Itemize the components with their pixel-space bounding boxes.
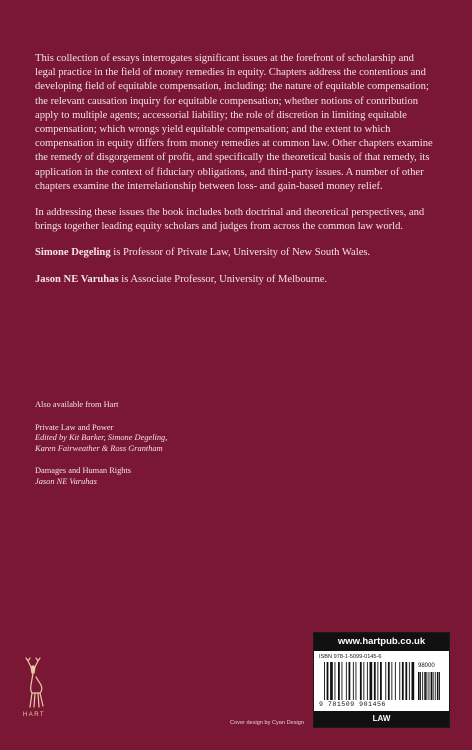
related-book-author: Jason NE Varuhas <box>35 476 97 486</box>
also-available <box>35 400 335 500</box>
publisher-url[interactable]: www.hartpub.co.uk <box>314 633 449 651</box>
editor-name: Jason NE Varuhas <box>35 273 119 285</box>
publisher-logo-text: HART <box>22 712 46 718</box>
barcode-icon <box>324 662 442 702</box>
blurb-paragraph-2: In addressing these issues the book includes both doctrinal and theoretical perspectives, and brings together leading equity scholars and judges from across the common law world. <box>35 207 425 233</box>
related-book-title: Damages and Human Rights <box>35 466 132 476</box>
cover-design-credit: Cover design by Cyan Design <box>230 720 304 726</box>
barcode-addon-number: 98000 <box>418 663 435 669</box>
category-label: LAW <box>314 711 449 727</box>
editor-bio-1 <box>35 246 435 260</box>
related-book-editors: Edited by Kit Barker, Simone Degeling, <box>35 433 168 443</box>
blurb-paragraph-1: This collection of essays interrogates significant issues at the forefront of scholarship and legal practice in the field of money remedies in equity. Chapters address the contentious and developing field of equitable compensation, including: the nature of equitable compensation; the relevant causation inquiry for equitable compensation; whether notions of contribution apply to multiple agents; accessorial liability; the role of discretion in limiting equitable compensation; which wrongs yield equitable compensation; and the extent to which compensation in equity differs from money remedies at common law. Other chapters examine the remedy of disgorgement of profit, and specifically the theoretical basis of that remedy, its application in the context of fiduciary obligations, and third-party issues. A number of other chapters examine the interrelationship between loss- and gain-based money relief. <box>35 53 433 192</box>
editor-bio-2 <box>35 273 435 287</box>
related-book-2 <box>35 466 335 487</box>
editor-name: Simone Degeling <box>35 247 111 259</box>
barcode-digits: 9 781509 901456 <box>319 701 386 708</box>
blurb <box>35 52 435 299</box>
editor-description: is Professor of Private Law, University of New South Wales. <box>110 247 371 259</box>
barcode-box <box>313 632 450 728</box>
related-book-editors: Karen Fairweather & Ross Grantham <box>35 443 163 453</box>
also-available-heading: Also available from Hart <box>35 400 119 409</box>
editor-description: is Associate Professor, University of Melbourne. <box>118 273 328 285</box>
related-book-1 <box>35 423 335 455</box>
isbn-text: ISBN 978-1-5099-0145-6 <box>319 654 382 660</box>
related-book-title: Private Law and Power <box>35 422 114 432</box>
